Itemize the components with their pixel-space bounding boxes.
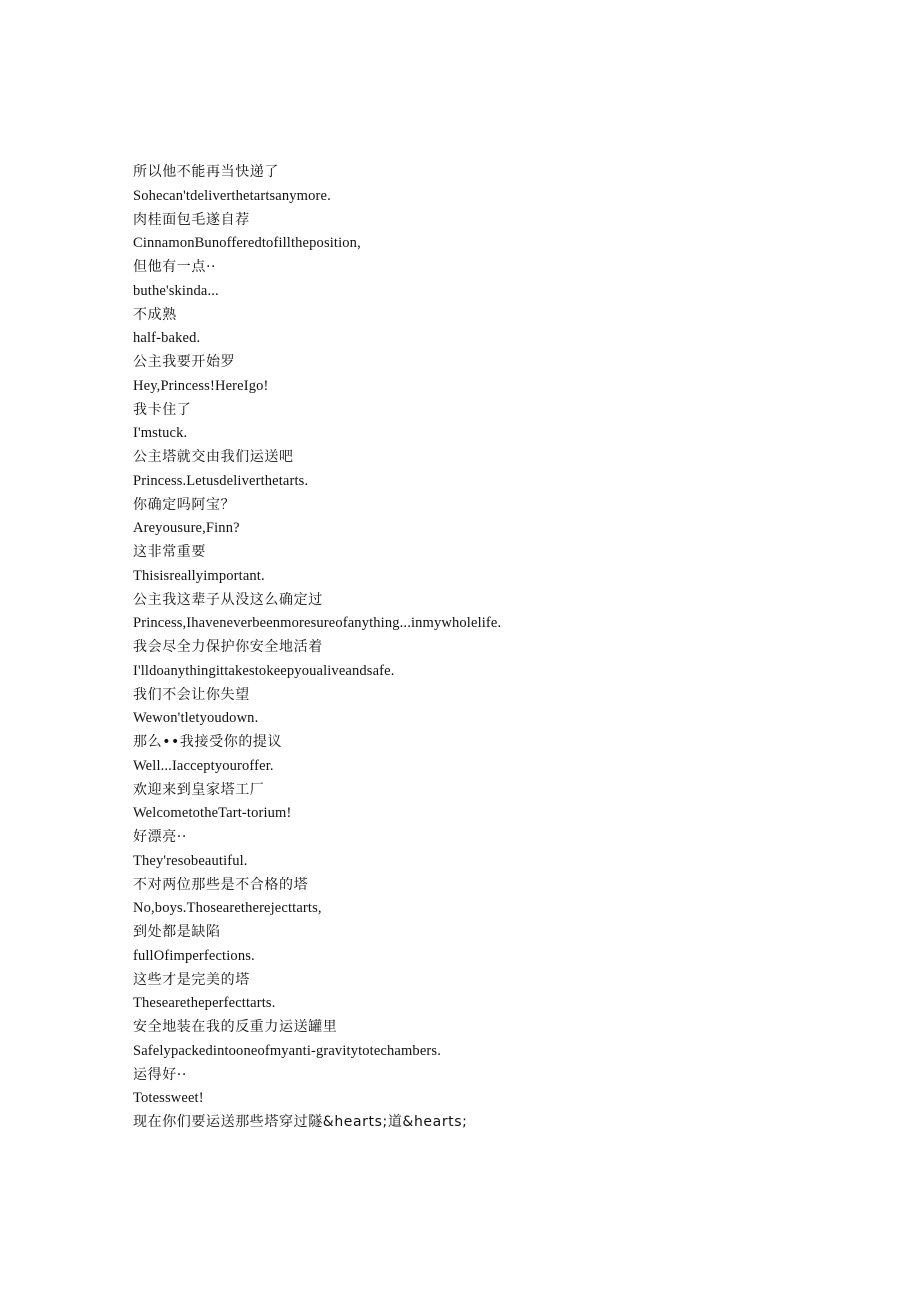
subtitle-transcript xyxy=(133,161,853,1135)
transcript-line-zh: 这非常重要 xyxy=(133,544,206,560)
transcript-line-en: half-baked. xyxy=(133,330,201,347)
transcript-line-zh: 但他有一点·· xyxy=(133,259,217,275)
transcript-line-zh: 运得好·· xyxy=(133,1066,187,1083)
transcript-line-en: Sohecan'tdeliverthetartsanymore. xyxy=(133,187,331,204)
transcript-line-en: I'mstuck. xyxy=(133,425,188,442)
transcript-line-zh: 好漂亮·· xyxy=(133,829,187,845)
transcript-line-zh: 公主我要开始罗 xyxy=(133,354,236,370)
transcript-line-en: Thisisreallyimportant. xyxy=(133,567,265,584)
transcript-line-zh: 那么••我接受你的提议 xyxy=(133,734,283,750)
transcript-line-en: Totessweet! xyxy=(133,1090,204,1107)
transcript-line-en: They'resobeautiful. xyxy=(133,852,248,869)
transcript-line-en: Princess,Ihaveneverbeenmoresureofanything...inmywholelife. xyxy=(133,615,502,632)
transcript-line-zh: 我卡住了 xyxy=(133,401,192,418)
transcript-line-en: Princess.Letusdeliverthetarts. xyxy=(133,472,309,489)
transcript-line-en: CinnamonBunofferedtofilltheposition, xyxy=(133,235,361,252)
transcript-line-zh: 现在你们要运送那些塔穿过隧&hearts;道&hearts; xyxy=(133,1114,468,1130)
transcript-line-zh: 到处都是缺陷 xyxy=(133,924,221,940)
transcript-line-zh: 不成熟 xyxy=(133,306,177,323)
transcript-line-zh: 安全地装在我的反重力运送罐里 xyxy=(133,1019,338,1035)
transcript-line-zh: 欢迎来到皇家塔工厂 xyxy=(133,781,265,798)
transcript-line-en: Wewon'tletyoudown. xyxy=(133,710,259,727)
transcript-line-zh: 肉桂面包毛遂自荐 xyxy=(133,211,250,228)
transcript-line-zh: 我会尽全力保护你安全地活着 xyxy=(133,639,323,655)
transcript-line-en: Safelypackedintooneofmyanti-gravitytotechambers. xyxy=(133,1042,441,1059)
transcript-line-en: Thesearetheperfecttarts. xyxy=(133,995,276,1012)
transcript-line-zh: 公主我这辈子从没这么确定过 xyxy=(133,591,323,608)
transcript-line-zh: 你确定吗阿宝？ xyxy=(133,496,236,513)
transcript-line-en: Hey,Princess!HereIgo! xyxy=(133,377,269,394)
transcript-line-en: buthe'skinda... xyxy=(133,282,219,299)
transcript-line-zh: 这些才是完美的塔 xyxy=(133,971,250,988)
transcript-line-en: fullOfimperfections. xyxy=(133,947,255,964)
transcript-line-en: WelcometotheTart-torium! xyxy=(133,805,292,822)
transcript-line-zh: 所以他不能再当快递了 xyxy=(133,164,279,180)
transcript-line-en: Areyousure,Finn? xyxy=(133,520,240,537)
transcript-line-en: I'lldoanythingittakestokeepyoualiveandsafe. xyxy=(133,662,395,679)
transcript-line-zh: 不对两位那些是不合格的塔 xyxy=(133,876,309,893)
transcript-line-en: No,boys.Thosearetherejecttarts, xyxy=(133,900,322,917)
transcript-line-zh: 公主塔就交由我们运送吧 xyxy=(133,449,294,465)
transcript-line-zh: 我们不会让你失望 xyxy=(133,686,250,703)
transcript-line-en: Well...Iacceptyouroffer. xyxy=(133,757,274,774)
